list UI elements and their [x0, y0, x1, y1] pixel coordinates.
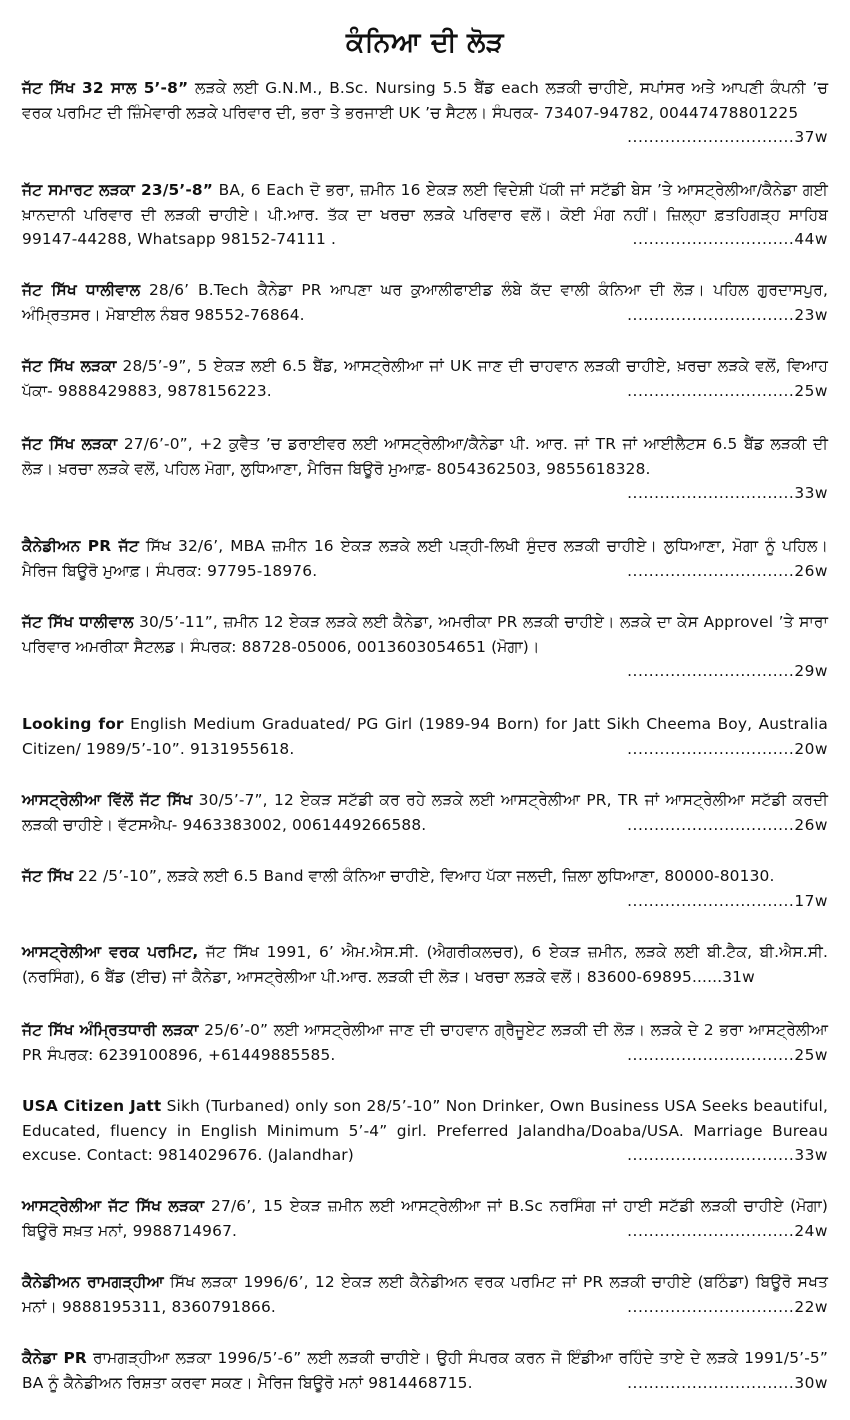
ad-lead: ਜੱਟ ਸਿੱਖ ਲੜਕਾ: [22, 435, 118, 453]
ad-lead: ਜੱਟ ਸਿੱਖ ਧਾਲੀਵਾਲ: [22, 281, 141, 299]
classified-ad-2: [22, 178, 828, 252]
ad-body: 27/6’-0”, +2 ਕੁਵੈਤ ’ਚ ਡਰਾਈਵਰ ਲਈ ਆਸਟ੍ਰੇਲੀਆ/ਕੈਨੇਡਾ ਪੀ. ਆਰ. ਜਾਂ TR ਜਾਂ ਆਈਲੈਟਸ 6.5 ਬੈਂਡ ਲੜਕੀ ਦੀ ਲੋੜ। ਖ਼ਰਚਾ ਲੜਕੇ ਵਲੋਂ, ਪਹਿਲ ਮੋਗਾ, ਲੁਧਿਆਣਾ, ਮੈਰਿਜ ਬਿਊਰੋ ਮੁਆਫ਼- 8054362503, 9855618328.: [22, 435, 828, 478]
ad-ref: ...............................22w: [627, 1297, 828, 1316]
ad-ref: ..............................44w: [632, 230, 828, 248]
ad-ref: ...............................24w: [627, 1221, 828, 1240]
ad-body: 28/5’-9”, 5 ਏਕੜ ਲਈ 6.5 ਬੈਂਡ, ਆਸਟ੍ਰੇਲੀਆ ਜਾਂ UK ਜਾਣ ਦੀ ਚਾਹਵਾਨ ਲੜਕੀ ਚਾਹੀਏ, ਖ਼ਰਚਾ ਲੜਕੇ ਵਲੋਂ, ਵਿਆਹ ਪੱਕਾ- 9888429883, 9878156223.: [22, 357, 828, 400]
ad-lead: ਆਸਟ੍ਰੇਲੀਆ ਵਰਕ ਪਰਮਿਟ,: [22, 943, 199, 961]
ad-ref: ...............................25w: [627, 1045, 828, 1064]
ad-lead: ਆਸਟ੍ਰੇਲੀਆ ਜੱਟ ਸਿੱਖ ਲੜਕਾ: [22, 1197, 205, 1215]
ad-lead: ਜੱਟ ਸਿੱਖ ਧਾਲੀਵਾਲ: [22, 613, 134, 631]
ad-body: 25/6’-0” ਲਈ ਆਸਟ੍ਰੇਲੀਆ ਜਾਣ ਦੀ ਚਾਹਵਾਨ ਗ੍ਰੈਜੂਏਟ ਲੜਕੀ ਦੀ ਲੋੜ। ਲੜਕੇ ਦੇ 2 ਭਰਾ ਆਸਟ੍ਰੇਲੀਆ PR ਸੰਪਰਕ: 6239100896, +61449885585.: [22, 1021, 829, 1064]
classified-ad-9: [22, 788, 828, 837]
classified-ad-5: [22, 432, 828, 506]
ad-body: BA, 6 Each ਦੋ ਭਰਾ, ਜ਼ਮੀਨ 16 ਏਕੜ ਲਈ ਵਿਦੇਸ਼ੀ ਪੱਕੀ ਜਾਂ ਸਟੱਡੀ ਬੇਸ ’ਤੇ ਆਸਟ੍ਰੇਲੀਆ/ਕੈਨੇਡਾ ਗਈ ਖ਼ਾਨਦਾਨੀ ਪਰਿਵਾਰ ਦੀ ਲੜਕੀ ਚਾਹੀਏ। ਪੀ.ਆਰ. ਤੱਕ ਦਾ ਖਰਚਾ ਲੜਕੇ ਪਰਿਵਾਰ ਵਲੋਂ। ਕੋਈ ਮੰਗ ਨਹੀਂ। ਜ਼ਿਲ੍ਹਾ ਫ਼ਤਹਿਗੜ੍ਹ ਸਾਹਿਬ 99147-44288, Whatsapp 98152-74111 .: [22, 181, 828, 248]
ad-body: ਲੜਕੇ ਲਈ G.N.M., B.Sc. Nursing 5.5 ਬੈਂਡ each ਲੜਕੀ ਚਾਹੀਏ, ਸਪਾਂਸਰ ਅਤੇ ਆਪਣੀ ਕੰਪਨੀ ’ਚ ਵਰਕ ਪਰਮਿਟ ਦੀ ਜ਼ਿੰਮੇਵਾਰੀ ਲੜਕੇ ਪਰਿਵਾਰ ਦੀ, ਭਰਾ ਤੇ ਭਰਜਾਈ UK ’ਚ ਸੈਟਲ। ਸੰਪਰਕ- 73407-94782, 00447478801225: [22, 79, 828, 122]
ad-ref: ......31w: [691, 967, 755, 986]
ad-body: 22 /5’-10”, ਲੜਕੇ ਲਈ 6.5 Band ਵਾਲੀ ਕੰਨਿਆ ਚਾਹੀਏ, ਵਿਆਹ ਪੱਕਾ ਜਲਦੀ, ਜ਼ਿਲਾ ਲੁਧਿਆਣਾ, 80000-80130.: [73, 867, 775, 885]
classified-ad-11: [22, 940, 828, 989]
classified-ad-4: [22, 354, 828, 403]
classified-ad-8: [22, 712, 828, 761]
ad-body: Sikh (Turbaned) only son 28/5’-10” Non Drinker, Own Business USA Seeks beautiful, Educated, fluency in English Minimum 5’-4” girl. Preferred Jalandha/Doaba/USA. Marriage Bureau excuse. Contact: 9814029676. (Jalandhar): [22, 1097, 828, 1164]
ad-ref: ...............................26w: [627, 561, 828, 580]
ad-body: ਜੱਟ ਸਿੱਖ 1991, 6’ ਐਮ.ਐਸ.ਸੀ. (ਐਗਰੀਕਲਚਰ), 6 ਏਕੜ ਜ਼ਮੀਨ, ਲੜਕੇ ਲਈ ਬੀ.ਟੈਕ, ਬੀ.ਐਸ.ਸੀ. (ਨਰਸਿੰਗ), 6 ਬੈਂਡ (ਈਚ) ਜਾਂ ਕੈਨੇਡਾ, ਆਸਟ੍ਰੇਲੀਆ ਪੀ.ਆਰ. ਲੜਕੀ ਦੀ ਲੋੜ। ਖਰਚਾ ਲੜਕੇ ਵਲੋਂ। 83600-69895: [22, 943, 828, 986]
ad-body: 30/5’-11”, ਜ਼ਮੀਨ 12 ਏਕੜ ਲੜਕੇ ਲਈ ਕੈਨੇਡਾ, ਅਮਰੀਕਾ PR ਲੜਕੀ ਚਾਹੀਏ। ਲੜਕੇ ਦਾ ਕੇਸ Approvel ’ਤੇ ਸਾਰਾ ਪਰਿਵਾਰ ਅਮਰੀਕਾ ਸੈਟਲਡ। ਸੰਪਰਕ: 88728-05006, 0013603054651 (ਮੋਗਾ)।: [22, 613, 829, 656]
ad-lead: ਜੱਟ ਸਿੱਖ ਲੜਕਾ: [22, 357, 117, 375]
ad-ref: ...............................25w: [627, 381, 828, 400]
ad-body: 30/5’-7”, 12 ਏਕੜ ਸਟੱਡੀ ਕਰ ਰਹੇ ਲੜਕੇ ਲਈ ਆਸਟ੍ਰੇਲੀਆ PR, TR ਜਾਂ ਆਸਟ੍ਰੇਲੀਆ ਸਟੱਡੀ ਕਰਦੀ ਲੜਕੀ ਚਾਹੀਏ। ਵੱਟਸਐਪ- 9463383002, 0061449266588.: [22, 791, 828, 834]
page-title: ਕੰਨਿਆ ਦੀ ਲੋੜ: [345, 27, 505, 58]
ad-body: 27/6’, 15 ਏਕੜ ਜ਼ਮੀਨ ਲਈ ਆਸਟ੍ਰੇਲੀਆ ਜਾਂ B.Sc ਨਰਸਿੰਗ ਜਾਂ ਹਾਈ ਸਟੱਡੀ ਲੜਕੀ ਚਾਹੀਏ (ਮੋਗਾ) ਬਿਊਰੋ ਸਖ਼ਤ ਮਨਾਂ, 9988714967.: [22, 1197, 829, 1240]
ad-body: ਸਿੱਖ ਲੜਕਾ 1996/6’, 12 ਏਕੜ ਲਈ ਕੈਨੇਡੀਅਨ ਵਰਕ ਪਰਮਿਟ ਜਾਂ PR ਲੜਕੀ ਚਾਹੀਏ (ਬਠਿੰਡਾ) ਬਿਊਰੋ ਸਖਤ ਮਨਾਂ। 9888195311, 8360791866.: [22, 1273, 828, 1316]
ad-ref: ...............................37w: [627, 128, 828, 146]
ad-body: 28/6’ B.Tech ਕੈਨੇਡਾ PR ਆਪਣਾ ਘਰ ਕੁਆਲੀਫਾਈਡ ਲੰਬੇ ਕੱਦ ਵਾਲੀ ਕੰਨਿਆ ਦੀ ਲੋੜ। ਪਹਿਲ ਗੁਰਦਾਸਪੁਰ, ਅੰਮ੍ਰਿਤਸਰ। ਮੋਬਾਈਲ ਨੰਬਰ 98552-76864.: [22, 281, 829, 324]
ad-lead: ਜੱਟ ਸਿੱਖ ਅੰਮ੍ਰਿਤਧਾਰੀ ਲੜਕਾ: [22, 1021, 199, 1039]
ad-body: English Medium Graduated/ PG Girl (1989-94 Born) for Jatt Sikh Cheema Boy, Australia Citizen/ 1989/5’-10”. 9131955618.: [22, 715, 828, 758]
classified-ad-13: [22, 1094, 828, 1168]
classified-ad-16: [22, 1346, 828, 1395]
classified-ad-1: [22, 76, 828, 150]
ad-ref: ...............................20w: [627, 739, 828, 758]
ad-lead: ਕੈਨੇਡੀਅਨ ਰਾਮਗੜ੍ਹੀਆ: [22, 1273, 164, 1291]
ad-body: ਸਿੱਖ 32/6’, MBA ਜ਼ਮੀਨ 16 ਏਕੜ ਲੜਕੇ ਲਈ ਪੜ੍ਹੀ-ਲਿਖੀ ਸੁੰਦਰ ਲੜਕੀ ਚਾਹੀਏ। ਲੁਧਿਆਣਾ, ਮੋਗਾ ਨੂੰ ਪਹਿਲ। ਮੈਰਿਜ ਬਿਊਰੋ ਮੁਆਫ਼। ਸੰਪਰਕ: 97795-18976.: [22, 537, 828, 580]
classified-ad-12: [22, 1018, 828, 1067]
classified-ad-3: [22, 278, 828, 327]
ad-lead: ਕੈਨੇਡਾ PR: [22, 1349, 87, 1367]
ad-lead: ਜੱਟ ਸਿੱਖ 32 ਸਾਲ 5’-8”: [22, 79, 189, 97]
classified-ad-10: [22, 864, 828, 913]
ad-ref: ...............................26w: [627, 815, 828, 834]
ad-lead: ਕੈਨੇਡੀਅਨ PR ਜੱਟ: [22, 537, 139, 555]
ad-lead: ਆਸਟ੍ਰੇਲੀਆ ਵਿੱਲੋਂ ਜੱਟ ਸਿੱਖ: [22, 791, 193, 809]
ad-lead: USA Citizen Jatt: [22, 1097, 162, 1115]
ad-lead: Looking for: [22, 715, 124, 733]
ad-lead: ਜੱਟ ਸਿੱਖ: [22, 867, 73, 885]
classified-ad-6: [22, 534, 828, 583]
classified-ad-14: [22, 1194, 828, 1243]
ad-lead: ਜੱਟ ਸਮਾਰਟ ਲੜਕਾ 23/5’-8”: [22, 181, 214, 199]
ad-ref: ...............................17w: [627, 891, 828, 910]
ad-ref: ...............................29w: [627, 662, 828, 680]
ad-ref: ...............................23w: [627, 305, 828, 324]
ad-ref: ...............................30w: [627, 1373, 828, 1392]
ad-ref: ...............................33w: [627, 484, 828, 502]
ad-ref: ...............................33w: [627, 1146, 828, 1164]
ad-body: ਰਾਮਗੜ੍ਹੀਆ ਲੜਕਾ 1996/5’-6” ਲਈ ਲੜਕੀ ਚਾਹੀਏ। ਉਹੀ ਸੰਪਰਕ ਕਰਨ ਜੋ ਇੰਡੀਆ ਰਹਿੰਦੇ ਤਾਏ ਦੇ ਲੜਕੇ 1991/5’-5” BA ਨੂੰ ਕੈਨੇਡੀਅਨ ਰਿਸ਼ਤਾ ਕਰਵਾ ਸਕਣ। ਮੈਰਿਜ ਬਿਊਰੋ ਮਨਾਂ 9814468715.: [22, 1349, 828, 1392]
classified-ad-15: [22, 1270, 828, 1319]
classified-ad-7: [22, 610, 828, 684]
